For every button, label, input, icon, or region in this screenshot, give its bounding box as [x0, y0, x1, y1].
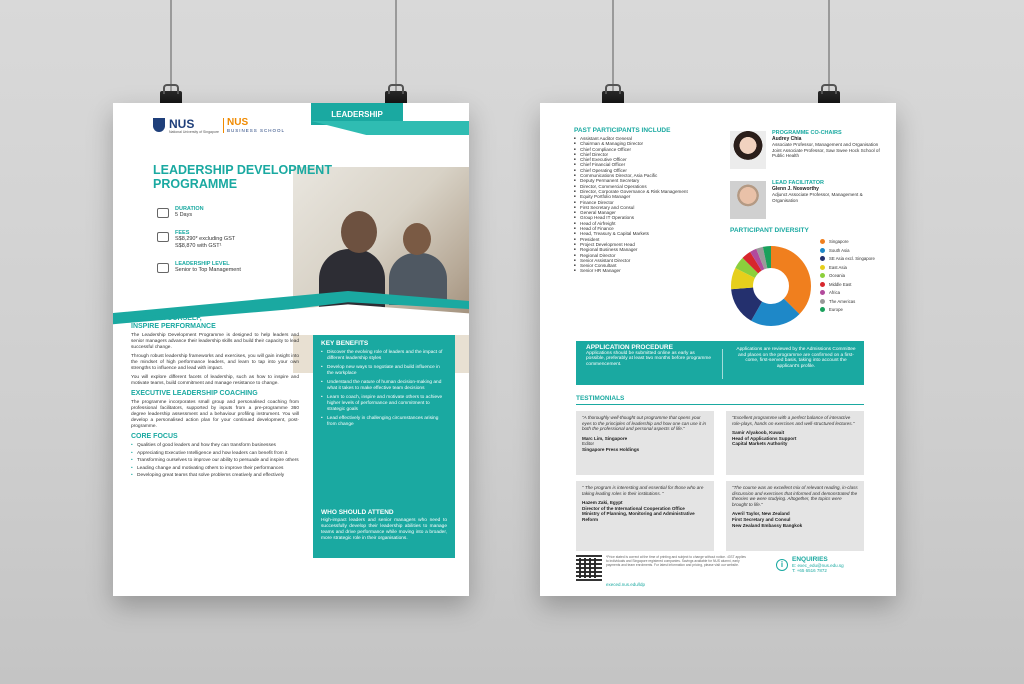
testimonial-name: Averil Taylor, New Zealand: [732, 511, 790, 517]
testimonial-name: Hazem Zaki, Egypt: [582, 500, 623, 506]
list-item: • Understand the nature of human decision-making and what it takes to make effective team decisions: [321, 380, 447, 392]
list-item: ■ General Manager: [574, 210, 724, 215]
legend-label: Middle East: [829, 281, 852, 287]
participant-diversity: [730, 227, 886, 312]
list-item: ■ Group Head IT Operations: [574, 215, 724, 220]
list-item: • Developing great teams that solve problems creatively and effectively: [131, 473, 299, 479]
person-head-shape: [403, 223, 431, 255]
footer: [576, 555, 864, 589]
legend-label: SE Asia excl. Singapore: [829, 256, 875, 261]
testimonial-quote: "Excellent programme with a perfect balance of interactive role-plays, hands on exercises and well-structured lectures.": [732, 415, 855, 426]
testimonial-name: Marc Lim, Singapore: [582, 435, 628, 441]
testimonial-org: Singapore Press Holdings: [582, 446, 640, 452]
enquiries-block: [776, 557, 866, 574]
list-item: ■ President: [574, 237, 724, 242]
divider: [722, 349, 723, 379]
avatar: [730, 181, 766, 219]
core-focus-heading: CORE FOCUS: [131, 433, 178, 440]
fees-block: [157, 230, 287, 250]
nus-crest-icon: [153, 118, 165, 132]
testimonial-quote: " The program is interesting and essential for those who are taking leading roles in their institutions. ": [582, 485, 704, 496]
duration-block: [157, 206, 287, 219]
biz-bottom: BUSINESS SCHOOL: [227, 128, 286, 133]
past-participants: [574, 127, 724, 274]
testimonial-role: Director of the International Cooperation Office: [582, 505, 685, 511]
duration-label: DURATION: [175, 206, 204, 212]
calendar-icon: [157, 208, 169, 218]
testimonial-org: Capital Markets Authority: [732, 441, 788, 447]
past-participants-list: [574, 136, 724, 274]
application-paragraph: Applications are reviewed by the Admissions Committee and places on the programme are confirmed on a first-come, first-served basis, taking into account the applicant's profile.: [736, 347, 856, 370]
list-item: ■ Assistant Auditor General: [574, 136, 724, 141]
avatar: [730, 131, 766, 169]
biz-top: NUS: [227, 117, 249, 128]
diversity-donut-chart: [730, 245, 812, 327]
list-item: • Develop new ways to negotiate and build influence in the workplace: [321, 365, 447, 377]
money-icon: [157, 232, 169, 242]
testimonial-name: Samir Alyakoob, Kuwait: [732, 430, 785, 436]
list-item: ■ Chief Financial Officer: [574, 162, 724, 167]
core-focus-list: [131, 443, 299, 479]
key-benefits-list: [321, 350, 447, 428]
past-participants-heading: PAST PARTICIPANTS INCLUDE: [574, 127, 671, 134]
application-heading: APPLICATION PROCEDURE: [586, 344, 673, 351]
list-item: ■ Senior Consultant: [574, 263, 724, 268]
person-head-shape: [341, 211, 377, 253]
master-paragraph: You will explore different facets of leadership, such as how to inspire and motivate teams, build commitment and manage resistance to change.: [131, 375, 299, 386]
co-chairs-label: PROGRAMME CO-CHAIRS: [772, 130, 842, 136]
master-paragraph: Through robust leadership frameworks and exercises, you will gain insight into the mindset of high performance leaders, and learn to tap into your own strengths to influence and lead with impact.: [131, 354, 299, 371]
list-item: ■ Chief Compliance Officer: [574, 147, 724, 152]
list-item: ■ Head of Finance: [574, 226, 724, 231]
left-column: [131, 313, 299, 481]
testimonial-role: Editor: [582, 441, 595, 447]
legend-label: South Asia: [829, 247, 850, 253]
key-benefits-heading: KEY BENEFITS: [321, 340, 369, 347]
list-item: ■ Chief Executive Officer: [574, 157, 724, 162]
list-item: • Learn to coach, inspire and motivate others to achieve higher levels of performance and commitment to strategic goals: [321, 395, 447, 413]
list-item: ■ Director, Commercial Operations: [574, 184, 724, 189]
legend-label: Oceania: [829, 273, 846, 278]
legend-label: Singapore: [829, 239, 849, 244]
legend-label: East Asia: [829, 264, 847, 270]
testimonial-card: [576, 481, 714, 551]
enquiries-label: ENQUIRIES: [792, 556, 828, 563]
level-label: LEADERSHIP LEVEL: [175, 261, 230, 267]
list-item: • Appreciating Executive Intelligence and how leaders can benefit from it: [131, 451, 299, 457]
list-item: ■ Deputy Permanent Secretary: [574, 178, 724, 183]
legend-item: [820, 265, 880, 270]
list-item: ■ Regional Director: [574, 253, 724, 258]
list-item: ■ Communications Director, Asia Pacific: [574, 173, 724, 178]
list-item: ■ Finance Director: [574, 200, 724, 205]
fees-value-gst: S$8,870 with GST¹: [175, 243, 222, 249]
legend-dot: [820, 282, 825, 287]
legend-dot: [820, 256, 825, 261]
level-value: Senior to Top Management: [175, 267, 241, 273]
duration-value: 5 Days: [175, 212, 193, 218]
list-item: • Transforming ourselves to improve our ability to persuade and inspire others: [131, 458, 299, 464]
list-item: • Lead effectively in challenging circumstances arising from change: [321, 416, 447, 428]
list-item: ■ Senior HR Manager: [574, 268, 724, 273]
page-title: LEADERSHIP DEVELOPMENT PROGRAMME: [153, 163, 332, 191]
master-heading: MASTER YOURSELF, INSPIRE PERFORMANCE: [131, 315, 216, 330]
nus-subtitle: National University of Singapore: [169, 130, 219, 134]
level-block: [157, 261, 287, 274]
list-item: • Discover the evolving role of leaders and the impact of different leadership styles: [321, 350, 447, 362]
list-item: ■ First Secretary and Consul: [574, 205, 724, 210]
hanging-wire: [170, 0, 172, 92]
legend-dot: [820, 307, 825, 312]
legend-item: [820, 256, 880, 261]
qr-code-icon[interactable]: [576, 555, 602, 581]
list-item: ■ Chief Operating Officer: [574, 168, 724, 173]
testimonial-role: Head of Applications Support: [732, 435, 797, 441]
nus-logo: [153, 118, 285, 134]
who-heading: WHO SHOULD ATTEND: [321, 509, 394, 516]
testimonial-quote: "A thoroughly well-thought out programme that opens your eyes to the principles of leadership and how one can use it in both the professional and personal aspects of life.": [582, 415, 707, 432]
list-item: ■ Chief Director: [574, 152, 724, 157]
category-tab: LEADERSHIP: [311, 103, 403, 125]
testimonial-role: First Secretary and Consul: [732, 516, 791, 522]
testimonial-quote: "The course was an excellent mix of relevant reading, in-class discussion and exercises that informed and demonstrated the theories we were studying. Altogether, the topics were brought to life.": [732, 485, 858, 507]
legend-dot: [820, 239, 825, 244]
legend-item: [820, 307, 880, 312]
list-item: ■ Chairman & Managing Director: [574, 141, 724, 146]
fine-print: *Price stated is correct at the time of printing and subject to change without notice. ¹GST applies to individuals and Singapore registered companies. Savings available for NUS alumni, early payments and team enrolments. For latest information and pricing, please visit our website.: [606, 555, 746, 567]
legend-dot: [820, 273, 825, 278]
application-paragraph: Applications should be submitted online as early as possible, preferably at least two months before programme commencement.: [586, 350, 712, 368]
brochure-back-page: [540, 103, 896, 596]
list-item: ■ Director, Corporate Governance & Risk Management: [574, 189, 724, 194]
coaching-paragraph: The programme incorporates small group and personalised coaching from professional facilitators, supported by inputs from a pre-programme 360 degree leadership assessment and a behaviour profiling instrument. You will develop a personalised action plan for your continued development, post-programme.: [131, 400, 299, 429]
facilitator-block: [730, 181, 880, 203]
coaching-heading: EXECUTIVE LEADERSHIP COACHING: [131, 390, 258, 397]
email-link[interactable]: E: exec_edu@nus.edu.sg: [792, 562, 844, 568]
list-item: ■ Head of Airfreight: [574, 221, 724, 226]
legend-item: [820, 290, 880, 295]
fees-label: FEES: [175, 230, 190, 236]
website-link[interactable]: execed.nus.edu/ldp: [606, 582, 646, 587]
facilitator-label: LEAD FACILITATOR: [772, 180, 824, 186]
business-school-wordmark: [223, 118, 285, 133]
nus-wordmark: NUS: [169, 117, 195, 131]
testimonials-heading: TESTIMONIALS: [576, 395, 864, 405]
list-item: ■ Regional Business Manager: [574, 247, 724, 252]
testimonial-card: [576, 411, 714, 475]
fees-value: S$8,290* excluding GST: [175, 236, 236, 242]
flag-icon: [157, 263, 169, 273]
co-chair-block: [730, 131, 880, 159]
application-procedure-panel: [576, 341, 864, 385]
list-item: ■ Head, Treasury & Capital Markets: [574, 231, 724, 236]
testimonial-org: Ministry of Planning, Monitoring and Administrative Reform: [582, 511, 695, 522]
hanging-wire: [395, 0, 397, 92]
list-item: • Leading change and motivating others to improve their performances: [131, 466, 299, 472]
list-item: • Qualities of good leaders and how they can transform businesses: [131, 443, 299, 449]
facilitator-desc: Adjunct Associate Professor, Management & Organisation: [772, 192, 863, 203]
hanging-wire: [612, 0, 614, 92]
legend-dot: [820, 248, 825, 253]
testimonial-org: New Zealand Embassy Bangkok: [732, 522, 803, 528]
list-item: ■ Senior Assistant Director: [574, 258, 724, 263]
who-paragraph: High-impact leaders and senior managers who need to successfully develop their leadership abilities to manage teams and drive performance while moving into a broader, more strategic role in their organisations.: [321, 518, 447, 541]
legend-item: [820, 299, 880, 304]
legend-item: [820, 282, 880, 287]
legend-label: Africa: [829, 290, 840, 295]
who-should-attend-panel: [313, 506, 455, 558]
facilitator-name: Glenn J. Nosworthy: [772, 185, 819, 192]
legend-label: The Americas: [829, 298, 856, 304]
banner-shape: [311, 121, 469, 135]
diversity-legend: [820, 239, 880, 316]
diversity-heading: PARTICIPANT DIVERSITY: [730, 227, 809, 234]
testimonials-section: [576, 395, 864, 405]
co-chair-desc: Associate Professor, Management and Organisation Joint Associate Professor, Saw Swee Hock School of Public Health: [772, 142, 880, 158]
phone-number[interactable]: T: +65 6516 7872: [792, 568, 827, 573]
legend-item: [820, 273, 880, 278]
co-chair-name: Audrey Chia: [772, 135, 802, 142]
list-item: ■ Equity Portfolio Manager: [574, 194, 724, 199]
testimonial-card: [726, 411, 864, 475]
legend-label: Europe: [829, 307, 843, 312]
info-icon: i: [776, 559, 788, 571]
legend-item: [820, 248, 880, 253]
list-item: ■ Project Development Head: [574, 242, 724, 247]
legend-item: [820, 239, 880, 244]
legend-dot: [820, 290, 825, 295]
testimonial-card: [726, 481, 864, 551]
legend-dot: [820, 299, 825, 304]
legend-dot: [820, 265, 825, 270]
brochure-front-page: [113, 103, 469, 596]
hanging-wire: [828, 0, 830, 92]
master-paragraph: The Leadership Development Programme is designed to help leaders and senior managers advance their leadership skills and build their capacity to lead successful change.: [131, 333, 299, 350]
